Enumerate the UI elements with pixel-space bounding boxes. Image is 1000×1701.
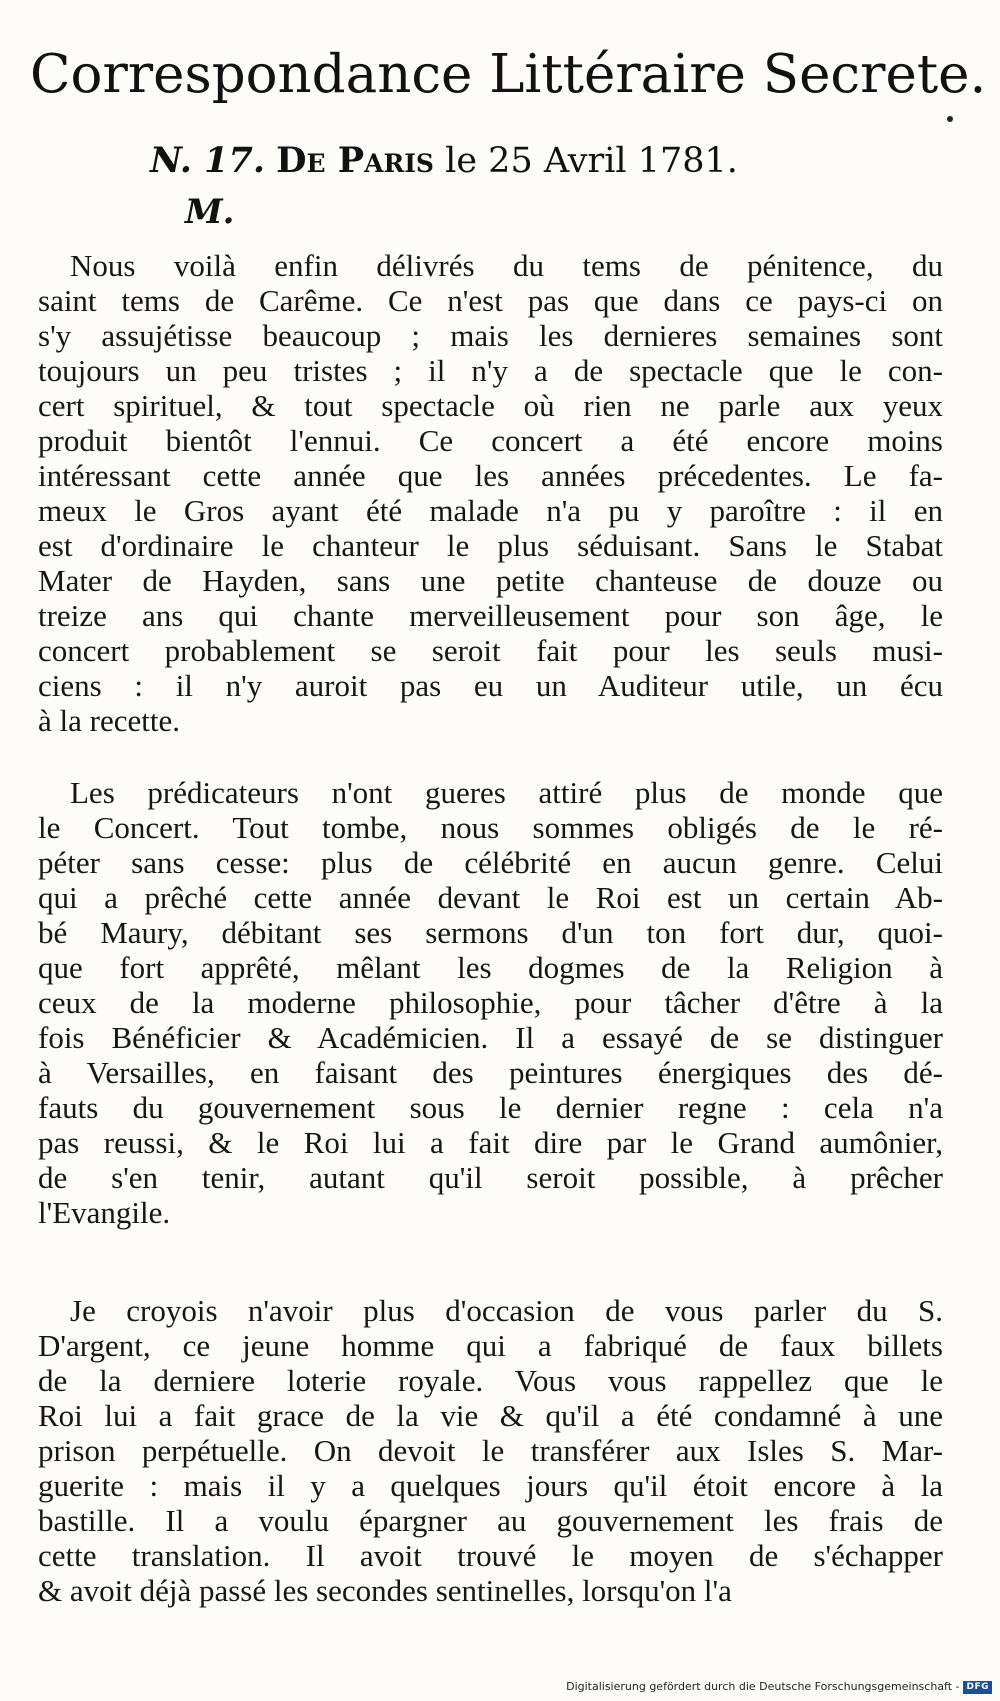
text-line: bastille. Il a voulu épargner au gouvernement les frais de (38, 1503, 943, 1538)
text-line: à Versailles, en faisant des peintures énergiques des dé- (38, 1055, 943, 1090)
paragraph-2 (38, 775, 943, 1230)
text-line: ceux de la moderne philosophie, pour tâcher d'être à la (38, 985, 943, 1020)
text-line: & avoit déjà passé les secondes sentinelles, lorsqu'on l'a (38, 1573, 732, 1608)
text-line: l'Evangile. (38, 1195, 171, 1230)
text-line: à la recette. (38, 703, 180, 738)
text-line: meux le Gros ayant été malade n'a pu y paroître : il en (38, 493, 943, 528)
dateline-date: le 25 Avril 1781. (445, 141, 738, 181)
text-line: de la derniere loterie royale. Vous vous rappellez que le (38, 1363, 943, 1398)
text-line: guerite : mais il y a quelques jours qu'il étoit encore à la (38, 1468, 943, 1503)
salutation: M. (185, 192, 235, 232)
text-line: Nous voilà enfin délivrés du tems de pénitence, du (70, 248, 943, 283)
text-line: qui a prêché cette année devant le Roi est un certain Ab- (38, 880, 943, 915)
text-line: Roi lui a fait grace de la vie & qu'il a été condamné à une (38, 1398, 943, 1433)
text-line: produit bientôt l'ennui. Ce concert a été encore moins (38, 423, 943, 458)
text-line: fauts du gouvernement sous le dernier regne : cela n'a (38, 1090, 943, 1125)
text-line: s'y assujétisse beaucoup ; mais les dernieres semaines sont (38, 318, 943, 353)
ink-mark (947, 116, 953, 122)
text-line: cette translation. Il avoit trouvé le moyen de s'échapper (38, 1538, 943, 1573)
footer-credit: Digitalisierung gefördert durch die Deutsche Forschungsgemeinschaft - (566, 1680, 960, 1693)
text-line: D'argent, ce jeune homme qui a fabriqué de faux billets (38, 1328, 943, 1363)
text-line: péter sans cesse: plus de célébrité en aucun genre. Celui (38, 845, 943, 880)
digitization-footer (566, 1679, 992, 1695)
dateline-place: De Paris (276, 140, 434, 181)
dateline (150, 135, 738, 187)
text-line: treize ans qui chante merveilleusement pour son âge, le (38, 598, 943, 633)
text-line: toujours un peu tristes ; il n'y a de spectacle que le con- (38, 353, 943, 388)
dfg-logo-icon: DFG (963, 1681, 992, 1694)
text-line: bé Maury, débitant ses sermons d'un ton fort dur, quoi- (38, 915, 943, 950)
text-line: ciens : il n'y auroit pas eu un Auditeur utile, un écu (38, 668, 943, 703)
text-line: saint tems de Carême. Ce n'est pas que dans ce pays-ci on (38, 283, 943, 318)
text-line: intéressant cette année que les années précedentes. Le fa- (38, 458, 943, 493)
text-line: prison perpétuelle. On devoit le transférer aux Isles S. Mar- (38, 1433, 943, 1468)
text-line: est d'ordinaire le chanteur le plus séduisant. Sans le Stabat (38, 528, 943, 563)
issue-number: N. 17. (150, 140, 266, 181)
text-line: le Concert. Tout tombe, nous sommes obligés de le ré- (38, 810, 943, 845)
text-line: Je croyois n'avoir plus d'occasion de vous parler du S. (70, 1293, 943, 1328)
paragraph-1 (38, 248, 943, 738)
text-line: Les prédicateurs n'ont gueres attiré plus de monde que (70, 775, 943, 810)
text-line: pas reussi, & le Roi lui a fait dire par le Grand aumônier, (38, 1125, 943, 1160)
text-line: de s'en tenir, autant qu'il seroit possible, à prêcher (38, 1160, 943, 1195)
text-line: concert probablement se seroit fait pour les seuls musi- (38, 633, 943, 668)
paragraph-3 (38, 1293, 943, 1608)
text-line: Mater de Hayden, sans une petite chanteuse de douze ou (38, 563, 943, 598)
page-title: Correspondance Littéraire Secrete. (30, 44, 987, 105)
text-line: que fort apprêté, mêlant les dogmes de la Religion à (38, 950, 943, 985)
text-line: fois Bénéficier & Académicien. Il a essayé de se distinguer (38, 1020, 943, 1055)
text-line: cert spirituel, & tout spectacle où rien ne parle aux yeux (38, 388, 943, 423)
